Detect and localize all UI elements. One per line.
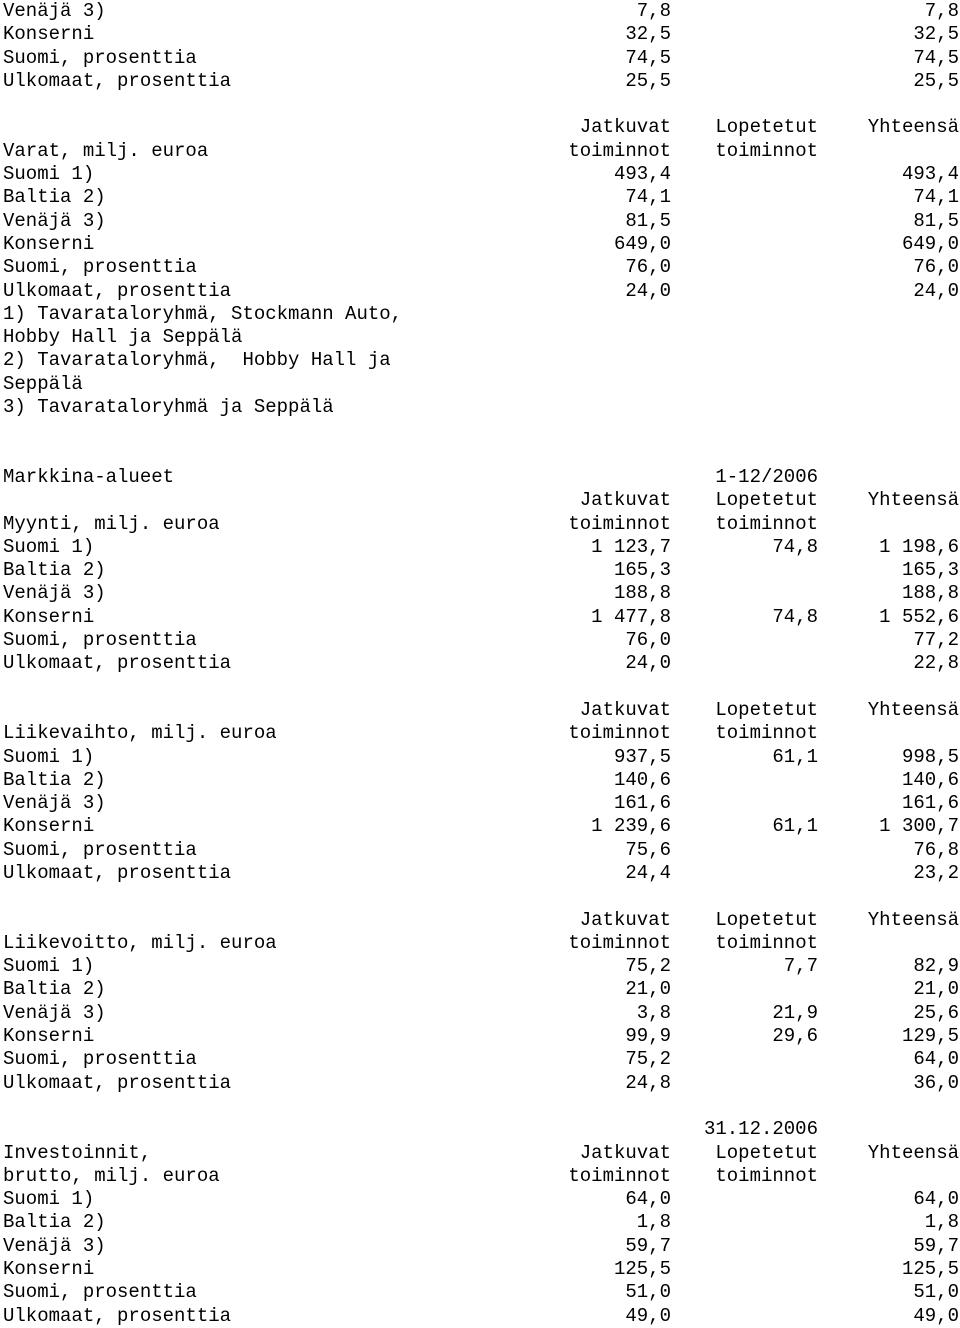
table-row xyxy=(3,769,959,792)
value-total: 1 552,6 xyxy=(879,605,959,628)
value-total: 49,0 xyxy=(913,1304,959,1327)
value-continuing: 165,3 xyxy=(613,559,671,582)
value-total: 1 300,7 xyxy=(879,815,959,838)
value-continuing: 3,8 xyxy=(636,1001,671,1024)
row-label: Ulkomaat, prosenttia xyxy=(3,69,232,92)
row-label: Suomi, prosenttia xyxy=(3,1048,197,1071)
header-discontinued-sub: toiminnot xyxy=(715,512,818,535)
section-title-cont: brutto, milj. euroa xyxy=(3,1164,220,1187)
table-row xyxy=(3,536,959,559)
value-continuing: 1 477,8 xyxy=(591,605,671,628)
header-total: Yhteensä xyxy=(867,116,959,139)
table-row xyxy=(3,23,959,46)
value-total: 649,0 xyxy=(901,232,959,255)
value-total: 7,8 xyxy=(924,0,959,22)
row-label: Baltia 2) xyxy=(3,186,106,209)
value-total: 24,0 xyxy=(913,279,959,302)
row-label: Baltia 2) xyxy=(3,1211,106,1234)
value-total: 1 198,6 xyxy=(879,535,959,558)
spacer xyxy=(3,1095,959,1118)
header-total: Yhteensä xyxy=(867,1141,959,1164)
value-discontinued: 29,6 xyxy=(772,1025,818,1048)
value-total: 165,3 xyxy=(901,559,959,582)
table-row xyxy=(3,1305,959,1328)
table-row xyxy=(3,1002,959,1025)
table-row xyxy=(3,280,959,303)
row-label: Suomi 1) xyxy=(3,1188,95,1211)
table-row xyxy=(3,1048,959,1071)
table-row xyxy=(3,1188,959,1211)
value-continuing: 125,5 xyxy=(613,1258,671,1281)
value-continuing: 1 123,7 xyxy=(591,535,671,558)
value-total: 129,5 xyxy=(901,1025,959,1048)
value-discontinued: 61,1 xyxy=(772,745,818,768)
column-header-row xyxy=(3,699,959,722)
row-label: Suomi, prosenttia xyxy=(3,629,197,652)
date-label: 31.12.2006 xyxy=(703,1118,818,1141)
row-label: Ulkomaat, prosenttia xyxy=(3,279,232,302)
header-total: Yhteensä xyxy=(867,489,959,512)
table-row xyxy=(3,815,959,838)
row-label: Ulkomaat, prosenttia xyxy=(3,652,232,675)
table-row xyxy=(3,1258,959,1281)
value-continuing: 75,2 xyxy=(625,955,671,978)
row-label: Suomi 1) xyxy=(3,535,95,558)
column-header-row xyxy=(3,140,959,163)
value-continuing: 1,8 xyxy=(636,1211,671,1234)
row-label: Konserni xyxy=(3,605,95,628)
value-continuing: 75,2 xyxy=(625,1048,671,1071)
section-title: Liikevaihto, milj. euroa xyxy=(3,722,277,745)
row-label: Suomi, prosenttia xyxy=(3,256,197,279)
liikevaihto-section xyxy=(3,699,959,885)
table-row xyxy=(3,1072,959,1095)
row-label: Ulkomaat, prosenttia xyxy=(3,1071,232,1094)
value-continuing: 140,6 xyxy=(613,768,671,791)
header-total: Yhteensä xyxy=(867,908,959,931)
table-row xyxy=(3,862,959,885)
table-row xyxy=(3,629,959,652)
header-continuing: Jatkuvat xyxy=(579,908,671,931)
value-total: 32,5 xyxy=(913,23,959,46)
header-discontinued-sub: toiminnot xyxy=(715,931,818,954)
markkina-title: Markkina-alueet xyxy=(3,465,175,488)
date-row xyxy=(3,1118,959,1141)
value-total: 21,0 xyxy=(913,978,959,1001)
value-continuing: 81,5 xyxy=(625,209,671,232)
document xyxy=(3,0,959,1328)
footnote: 2) Tavarataloryhmä, Hobby Hall ja xyxy=(3,349,391,372)
column-header-row xyxy=(3,909,959,932)
value-continuing: 64,0 xyxy=(625,1188,671,1211)
value-total: 64,0 xyxy=(913,1188,959,1211)
column-header-row xyxy=(3,489,959,512)
value-total: 82,9 xyxy=(913,955,959,978)
table-row xyxy=(3,1281,959,1304)
top-block xyxy=(3,0,959,93)
investoinnit-section xyxy=(3,1118,959,1328)
value-continuing: 32,5 xyxy=(625,23,671,46)
row-label: Venäjä 3) xyxy=(3,0,106,22)
table-row xyxy=(3,186,959,209)
value-total: 188,8 xyxy=(901,582,959,605)
spacer xyxy=(3,419,959,466)
value-continuing: 51,0 xyxy=(625,1281,671,1304)
header-continuing: Jatkuvat xyxy=(579,489,671,512)
row-label: Baltia 2) xyxy=(3,559,106,582)
row-label: Venäjä 3) xyxy=(3,792,106,815)
table-row xyxy=(3,163,959,186)
value-continuing: 25,5 xyxy=(625,69,671,92)
row-label: Konserni xyxy=(3,232,95,255)
header-continuing-sub: toiminnot xyxy=(568,1164,671,1187)
header-continuing-sub: toiminnot xyxy=(568,512,671,535)
value-continuing: 937,5 xyxy=(613,745,671,768)
table-row xyxy=(3,792,959,815)
value-continuing: 493,4 xyxy=(613,163,671,186)
row-label: Baltia 2) xyxy=(3,768,106,791)
spacer xyxy=(3,93,959,116)
table-row xyxy=(3,0,959,23)
value-continuing: 7,8 xyxy=(636,0,671,22)
value-continuing: 21,0 xyxy=(625,978,671,1001)
table-row xyxy=(3,233,959,256)
header-discontinued-sub: toiminnot xyxy=(715,722,818,745)
footnote: 1) Tavarataloryhmä, Stockmann Auto, xyxy=(3,302,403,325)
table-row xyxy=(3,582,959,605)
table-row xyxy=(3,955,959,978)
value-total: 74,1 xyxy=(913,186,959,209)
varat-section xyxy=(3,116,959,419)
row-label: Suomi, prosenttia xyxy=(3,1281,197,1304)
header-total: Yhteensä xyxy=(867,698,959,721)
row-label: Suomi 1) xyxy=(3,955,95,978)
value-continuing: 24,0 xyxy=(625,652,671,675)
table-row xyxy=(3,210,959,233)
table-row xyxy=(3,70,959,93)
footnote: Seppälä xyxy=(3,372,83,395)
value-total: 125,5 xyxy=(901,1258,959,1281)
table-row xyxy=(3,47,959,70)
header-continuing: Jatkuvat xyxy=(579,1141,671,1164)
row-label: Venäjä 3) xyxy=(3,1234,106,1257)
table-row xyxy=(3,559,959,582)
section-title: Investoinnit, xyxy=(3,1141,152,1164)
value-continuing: 161,6 xyxy=(613,792,671,815)
value-continuing: 49,0 xyxy=(625,1304,671,1327)
value-continuing: 74,1 xyxy=(625,186,671,209)
section-title: Varat, milj. euroa xyxy=(3,139,209,162)
table-row xyxy=(3,1025,959,1048)
value-discontinued: 7,7 xyxy=(783,955,818,978)
value-total: 77,2 xyxy=(913,629,959,652)
header-continuing-sub: toiminnot xyxy=(568,931,671,954)
header-discontinued-sub: toiminnot xyxy=(715,139,818,162)
value-continuing: 24,0 xyxy=(625,279,671,302)
value-total: 36,0 xyxy=(913,1071,959,1094)
row-label: Venäjä 3) xyxy=(3,209,106,232)
row-label: Venäjä 3) xyxy=(3,1001,106,1024)
header-continuing-sub: toiminnot xyxy=(568,722,671,745)
table-row xyxy=(3,978,959,1001)
table-row xyxy=(3,1211,959,1234)
row-label: Konserni xyxy=(3,1025,95,1048)
column-header-row xyxy=(3,1165,959,1188)
column-header-row xyxy=(3,932,959,955)
value-continuing: 74,5 xyxy=(625,46,671,69)
value-continuing: 188,8 xyxy=(613,582,671,605)
row-label: Venäjä 3) xyxy=(3,582,106,605)
spacer xyxy=(3,676,959,699)
value-discontinued: 74,8 xyxy=(772,605,818,628)
value-continuing: 649,0 xyxy=(613,232,671,255)
header-discontinued: Lopetetut xyxy=(715,489,818,512)
value-continuing: 1 239,6 xyxy=(591,815,671,838)
table-row xyxy=(3,1235,959,1258)
value-continuing: 24,4 xyxy=(625,861,671,884)
value-total: 81,5 xyxy=(913,209,959,232)
header-discontinued: Lopetetut xyxy=(715,1141,818,1164)
header-discontinued-sub: toiminnot xyxy=(715,1164,818,1187)
value-total: 51,0 xyxy=(913,1281,959,1304)
header-continuing: Jatkuvat xyxy=(579,698,671,721)
value-total: 493,4 xyxy=(901,163,959,186)
table-row xyxy=(3,606,959,629)
period-label: 1-12/2006 xyxy=(715,465,818,488)
value-total: 76,8 xyxy=(913,838,959,861)
value-continuing: 99,9 xyxy=(625,1025,671,1048)
row-label: Konserni xyxy=(3,1258,95,1281)
table-row xyxy=(3,746,959,769)
value-discontinued: 74,8 xyxy=(772,535,818,558)
value-continuing: 59,7 xyxy=(625,1234,671,1257)
section-title: Liikevoitto, milj. euroa xyxy=(3,931,277,954)
footnote: 3) Tavarataloryhmä ja Seppälä xyxy=(3,396,334,419)
value-continuing: 76,0 xyxy=(625,629,671,652)
row-label: Suomi 1) xyxy=(3,163,95,186)
spacer xyxy=(3,885,959,908)
row-label: Baltia 2) xyxy=(3,978,106,1001)
row-label: Ulkomaat, prosenttia xyxy=(3,861,232,884)
row-label: Konserni xyxy=(3,23,95,46)
row-label: Suomi, prosenttia xyxy=(3,46,197,69)
header-continuing: Jatkuvat xyxy=(579,116,671,139)
row-label: Suomi 1) xyxy=(3,745,95,768)
table-row xyxy=(3,839,959,862)
liikevoitto-section xyxy=(3,909,959,1095)
value-total: 140,6 xyxy=(901,768,959,791)
value-total: 59,7 xyxy=(913,1234,959,1257)
value-continuing: 75,6 xyxy=(625,838,671,861)
section-title: Myynti, milj. euroa xyxy=(3,512,220,535)
value-total: 22,8 xyxy=(913,652,959,675)
value-total: 161,6 xyxy=(901,792,959,815)
row-label: Ulkomaat, prosenttia xyxy=(3,1304,232,1327)
myynti-section xyxy=(3,466,959,676)
value-total: 1,8 xyxy=(924,1211,959,1234)
footnote: Hobby Hall ja Seppälä xyxy=(3,326,243,349)
value-continuing: 24,8 xyxy=(625,1071,671,1094)
value-total: 76,0 xyxy=(913,256,959,279)
value-total: 64,0 xyxy=(913,1048,959,1071)
row-label: Konserni xyxy=(3,815,95,838)
value-continuing: 76,0 xyxy=(625,256,671,279)
column-header-row xyxy=(3,116,959,139)
value-discontinued: 21,9 xyxy=(772,1001,818,1024)
header-discontinued: Lopetetut xyxy=(715,698,818,721)
value-discontinued: 61,1 xyxy=(772,815,818,838)
table-row xyxy=(3,256,959,279)
column-header-row xyxy=(3,1142,959,1165)
value-total: 25,6 xyxy=(913,1001,959,1024)
header-discontinued: Lopetetut xyxy=(715,908,818,931)
column-header-row xyxy=(3,513,959,536)
value-total: 25,5 xyxy=(913,69,959,92)
value-total: 74,5 xyxy=(913,46,959,69)
header-continuing-sub: toiminnot xyxy=(568,139,671,162)
column-header-row xyxy=(3,722,959,745)
row-label: Suomi, prosenttia xyxy=(3,838,197,861)
header-discontinued: Lopetetut xyxy=(715,116,818,139)
table-row xyxy=(3,652,959,675)
value-total: 998,5 xyxy=(901,745,959,768)
section-heading-row xyxy=(3,466,959,489)
value-total: 23,2 xyxy=(913,861,959,884)
